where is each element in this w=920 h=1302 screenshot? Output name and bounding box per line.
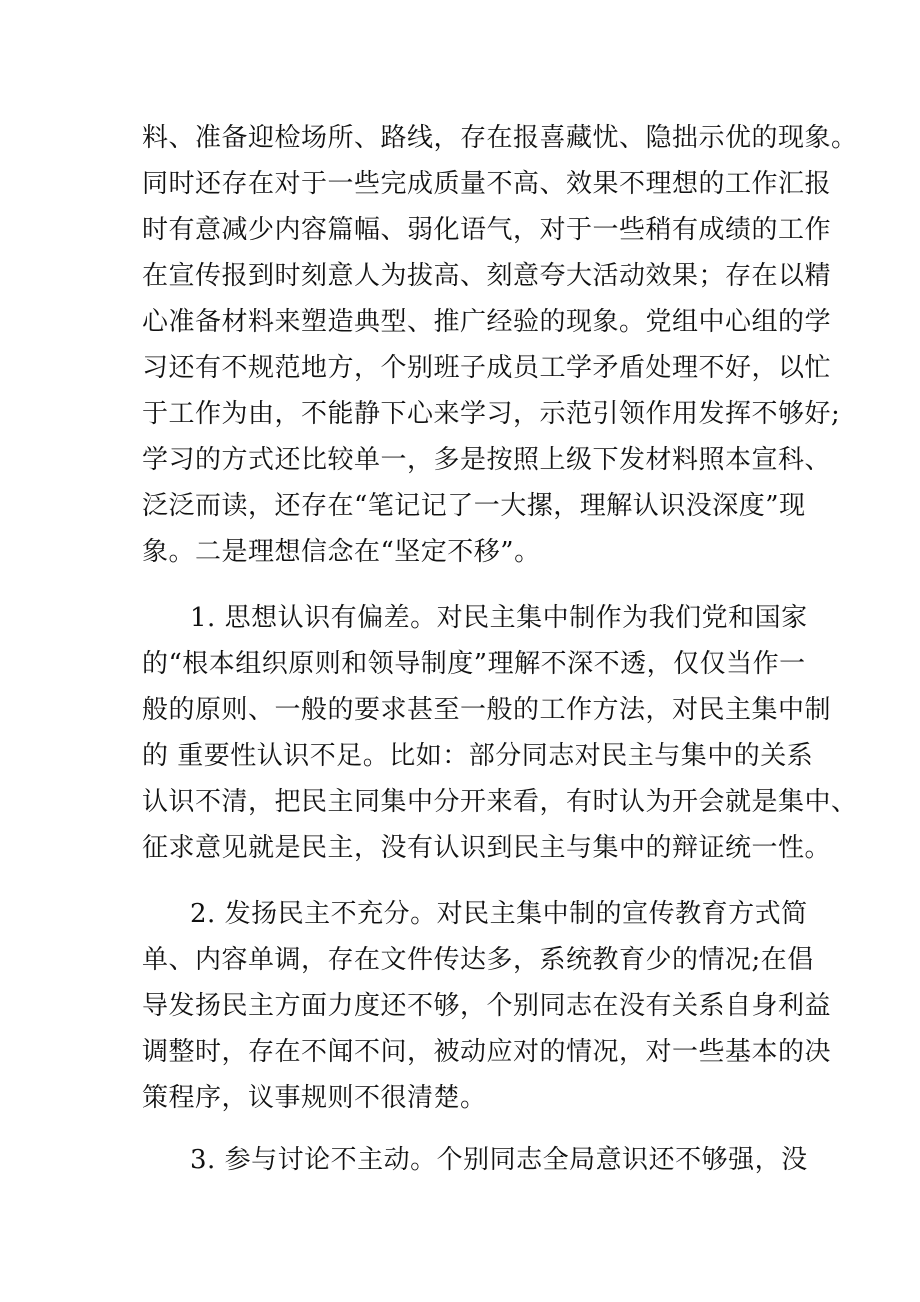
paragraph-2-start: 2. 发扬民主不充分。对民主集中制的宣传教育方式简 [190,899,808,929]
text-line: 般的原则、一般的要求甚至一般的工作方法，对民主集中制 [142,695,832,725]
paragraph-1-start: 1. 思想认识有偏差。对民主集中制作为我们党和国家 [190,603,808,633]
paragraph-3-start: 3. 参与讨论不主动。个别同志全局意识还不够强，没 [190,1145,808,1175]
text-line: 的 重要性认识不足。比如：部分同志对民主与集中的关系 [142,741,814,771]
text-line: 调整时，存在不闻不问，被动应对的情况，对一些基本的决 [142,1037,832,1067]
text-line: 同时还存在对于一些完成质量不高、效果不理想的工作汇报 [142,169,832,199]
text-line: 于工作为由，不能静下心来学习，示范引领作用发挥不够好; [142,399,841,429]
text-line: 泛泛而读，还存在“笔记记了一大摞，理解认识没深度”现 [142,491,806,521]
text-line: 心准备材料来塑造典型、推广经验的现象。党组中心组的学 [142,307,832,337]
text-line: 策程序，议事规则不很清楚。 [142,1083,487,1113]
text-line: 导发扬民主方面力度还不够，个别同志在没有关系自身利益 [142,991,832,1021]
text-line: 征求意见就是民主，没有认识到民主与集中的辩证统一性。 [142,833,832,863]
text-line: 学习的方式还比较单一，多是按照上级下发材料照本宣科、 [142,445,832,475]
text-line: 单、内容单调，存在文件传达多，系统教育少的情况;在倡 [142,945,814,975]
text-line: 料、准备迎检场所、路线，存在报喜藏忧、隐拙示优的现象。 [142,123,858,153]
text-line: 的“根本组织原则和领导制度”理解不深不透，仅仅当作一 [142,649,806,679]
text-line: 象。二是理想信念在“坚定不移”。 [142,537,541,567]
text-line: 时有意减少内容篇幅、弱化语气，对于一些稍有成绩的工作 [142,215,832,245]
text-line: 习还有不规范地方，个别班子成员工学矛盾处理不好，以忙 [142,353,832,383]
text-line: 在宣传报到时刻意人为拔高、刻意夸大活动效果；存在以精 [142,261,832,291]
text-line: 认识不清，把民主同集中分开来看，有时认为开会就是集中、 [142,787,858,817]
